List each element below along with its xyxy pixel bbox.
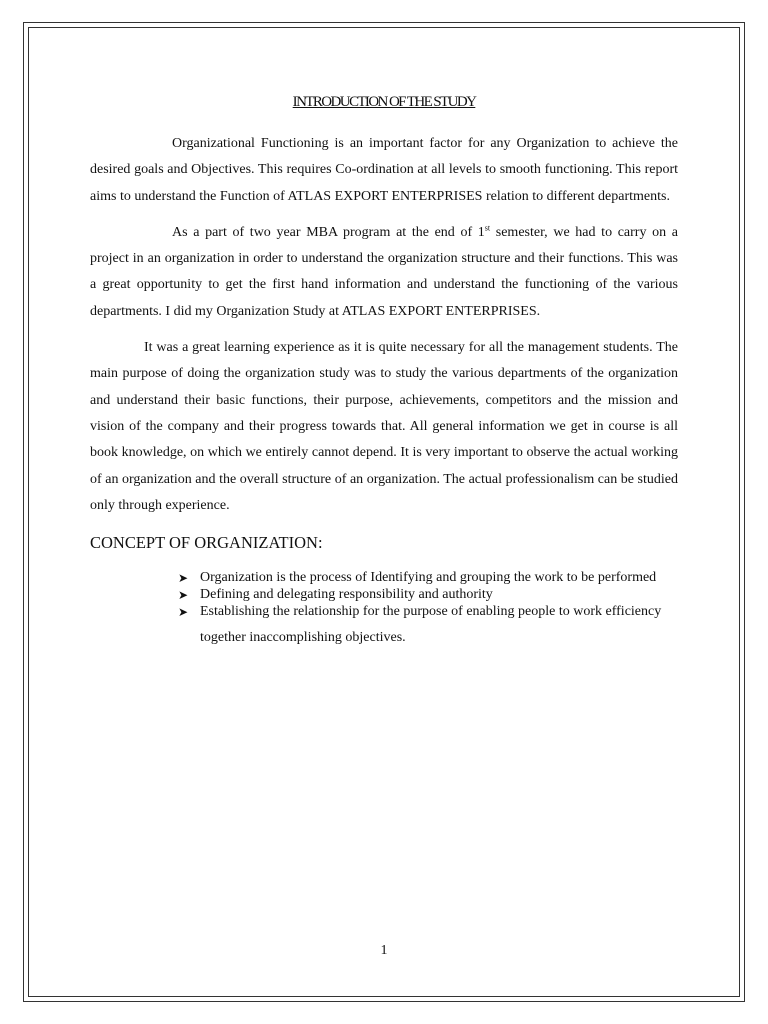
paragraph-mba-program: [90, 220, 678, 325]
bullet-text-1: Organization is the process of Identifying and grouping the work to be performed: [200, 570, 657, 586]
section-heading: CONCEPT OF ORGANIZATION:: [90, 533, 323, 553]
page-number: 1: [380, 943, 388, 958]
paragraph-intro: Organizational Functioning is an important factor for any Organization to achieve the desired goals and Objectives. This requires Co-ordination at all levels to smooth functioning. This report aims to understand the Function of ATLAS EXPORT ENTERPRISES relation to different departments.: [90, 136, 678, 204]
arrowhead-bullet-icon: ➤: [178, 605, 189, 620]
bullet-text-3: Establishing the relationship for the purpose of enabling people to work efficiency together inaccomplishing objectives.: [200, 604, 662, 646]
arrowhead-bullet-icon: ➤: [178, 571, 189, 586]
arrowhead-bullet-icon: ➤: [178, 588, 189, 603]
bullet-list: [90, 565, 678, 651]
bullet-item-3: [178, 599, 678, 651]
paragraph-learning-experience: It was a great learning experience as it is quite necessary for all the management students. The main purpose of doing the organization study was to study the various departments of the organization and understand their basic functions, their purpose, achievements, competitors and the mission and vision of the company and their progress towards that. All general information we get in course is all book knowledge, on which we entirely cannot depend. It is very important to observe the actual working of an organization and the overall structure of an organization. The actual professionalism can be studied only through experience.: [90, 340, 678, 513]
document-title: INTRODUCTION OF THE STUDY: [292, 94, 476, 110]
bullet-text-2: Defining and delegating responsibility and authority: [200, 587, 493, 603]
paragraph-mba-text-start: As a part of two year MBA program at the end of 1: [172, 224, 485, 240]
document-page: [90, 90, 678, 651]
paragraph-mba-text-end: semester, we had to carry on a project in an organization in order to understand the organization structure and their functions. This was a great opportunity to get the first hand information and understand the functioning of the various departments. I did my Organization Study at ATLAS EXPORT ENTERPRISES.: [90, 224, 678, 319]
ordinal-superscript: st: [484, 223, 491, 233]
